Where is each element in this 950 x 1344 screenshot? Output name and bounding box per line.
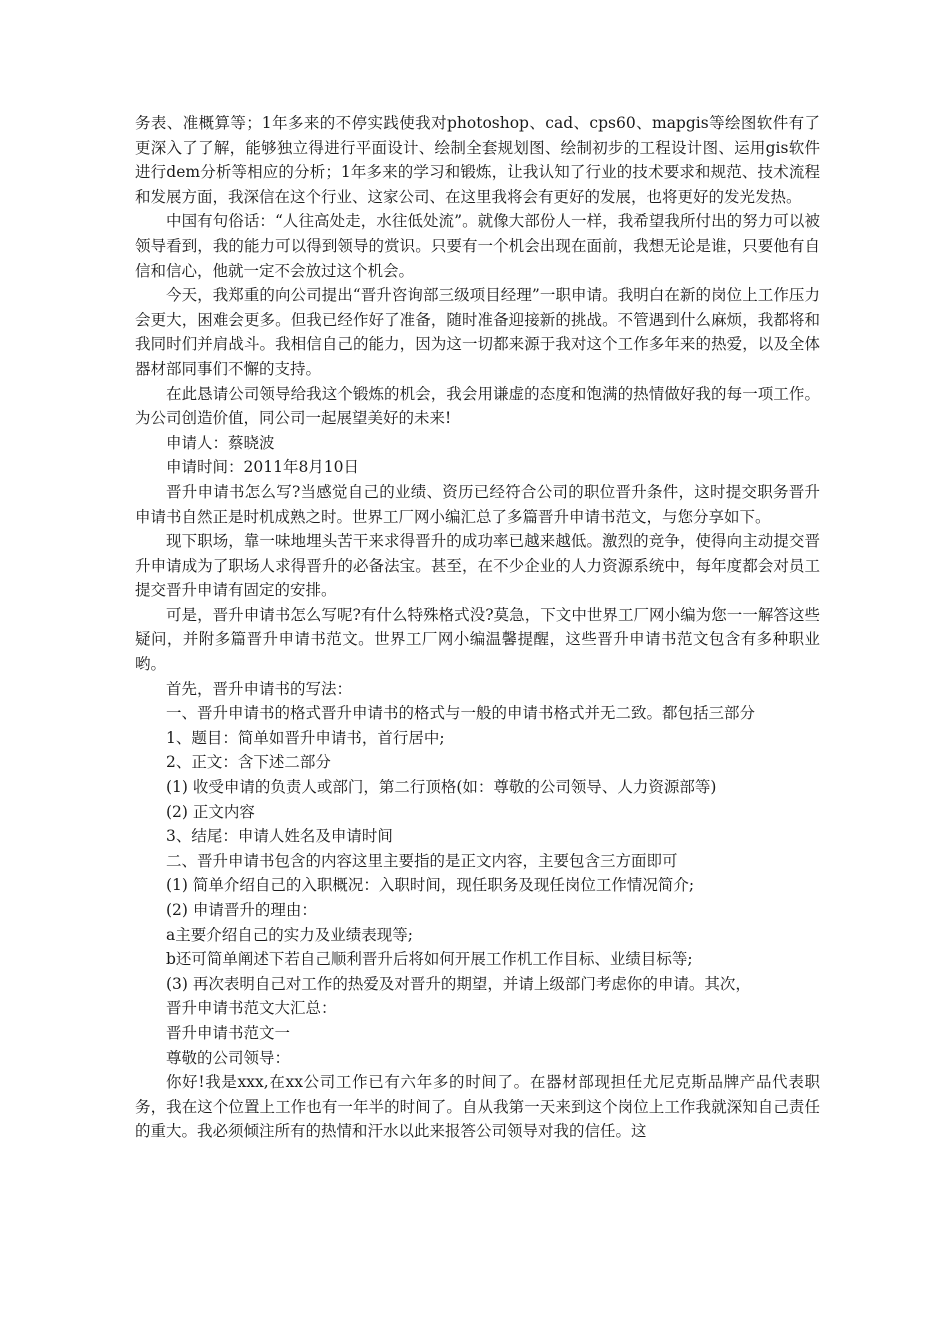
list-item: (2) 正文内容 [166, 802, 255, 821]
paragraph: 在此恳请公司领导给我这个锻炼的机会，我会用谦虚的态度和饱满的热情做好我的每一项工作。为公司创造价值，同公司一起展望美好的未来! [135, 384, 820, 428]
paragraph: 你好!我是xxx,在xx公司工作已有六年多的时间了。在器材部现担任尤尼克斯品牌产品代表职务，我在这个位置上工作也有一年半的时间了。自从我第一天来到这个岗位上工作我就深知自己责任的重大。我必须倾注所有的热情和汗水以此来报答公司领导对我的信任。这 [135, 1073, 820, 1141]
list-item: (1) 简单介绍自己的入职概况：入职时间，现任职务及现任岗位工作情况简介; [166, 876, 695, 895]
sample-title: 晋升申请书范文一 [166, 1023, 291, 1042]
paragraph: 务表、准概算等；1年多来的不停实践使我对photoshop、cad、cps60、mapgis等绘图软件有了更深入了了解，能够独立得进行平面设计、绘制全套规划图、绘制初步的工程设计图、运用gis软件进行dem分析等相应的分析；1年多来的学习和锻炼，让我认知了行业的技术要求和规范、技术流程和发展方面，我深信在这个行业、这家公司、在这里我将会有更好的发展，也将更好的发光发热。 [135, 114, 820, 206]
document-body [135, 111, 820, 1144]
applicant-line: 申请人：蔡晓波 [166, 433, 275, 452]
paragraph: 可是，晋升申请书怎么写呢?有什么特殊格式没?莫急，下文中世界工厂网小编为您一一解答这些疑问，并附多篇晋升申请书范文。世界工厂网小编温馨提醒，这些晋升申请书范文包含有多种职业哟。 [135, 605, 820, 674]
paragraph: 晋升申请书怎么写?当感觉自己的业绩、资历已经符合公司的职位晋升条件，这时提交职务晋升申请书自然正是时机成熟之时。世界工厂网小编汇总了多篇晋升申请书范文，与您分享如下。 [135, 482, 820, 526]
list-item: (2) 申请晋升的理由： [166, 901, 317, 919]
list-item: 2、正文：含下述二部分 [166, 753, 331, 772]
list-item: 1、题目：简单如晋升申请书，首行居中; [166, 728, 445, 747]
list-item: a主要介绍自己的实力及业绩表现等; [166, 925, 413, 944]
section-heading: 二、晋升申请书包含的内容这里主要指的是正文内容，主要包含三方面即可 [166, 851, 678, 870]
paragraph: 现下职场，靠一味地埋头苦干来求得晋升的成功率已越来越低。激烈的竞争，使得向主动提交晋升申请成为了职场人求得晋升的必备法宝。甚至，在不少企业的人力资源系统中，每年度都会对员工提交晋升申请有固定的安排。 [135, 532, 820, 600]
paragraph: 中国有句俗话：“人往高处走，水往低处流”。就像大部份人一样，我希望我所付出的努力可以被领导看到，我的能力可以得到领导的赏识。只要有一个机会出现在面前，我想无论是谁，只要他有自信和信心，他就一定不会放过这个机会。 [135, 212, 820, 280]
salutation: 尊敬的公司领导： [166, 1048, 291, 1067]
list-item: 3、结尾：申请人姓名及申请时间 [166, 827, 393, 846]
section-heading: 一、晋升申请书的格式晋升申请书的格式与一般的申请书格式并无二致。都包括三部分 [166, 704, 756, 723]
list-item: (3) 再次表明自己对工作的热爱及对晋升的期望，并请上级部门考虑你的申请。其次， [166, 974, 751, 993]
list-item: (1) 收受申请的负责人或部门，第二行顶格(如：尊敬的公司领导、人力资源部等) [166, 778, 717, 797]
paragraph: 首先，晋升申请书的写法： [166, 679, 353, 698]
paragraph: 晋升申请书范文大汇总： [166, 999, 337, 1018]
paragraph: 今天，我郑重的向公司提出“晋升咨询部三级项目经理”一职申请。我明白在新的岗位上工作压力会更大，困难会更多。但我已经作好了准备，随时准备迎接新的挑战。不管遇到什么麻烦，我都将和我同时们并肩战斗。我相信自己的能力，因为这一切都来源于我对这个工作多年来的热爱，以及全体器材部同事们不懈的支持。 [135, 286, 820, 378]
list-item: b还可简单阐述下若自己顺利晋升后将如何开展工作机工作目标、业绩目标等; [166, 950, 693, 969]
application-date-line: 申请时间：2011年8月10日 [166, 458, 360, 477]
